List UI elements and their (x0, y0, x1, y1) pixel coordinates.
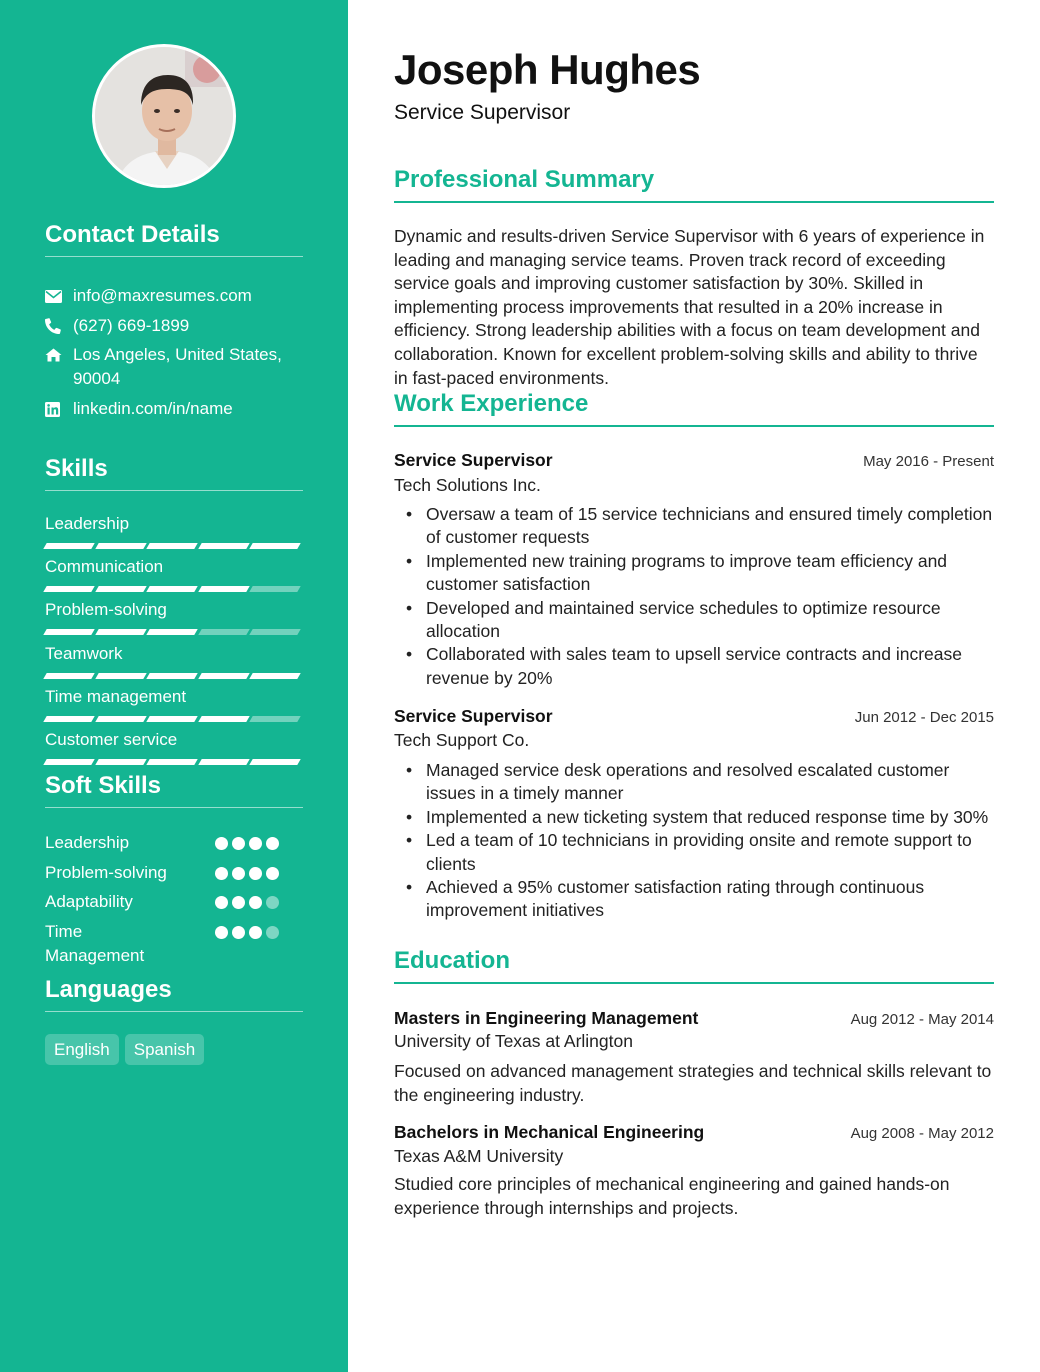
education-dates: Aug 2012 - May 2014 (850, 1011, 994, 1028)
list-item: • Implemented a new ticketing system that reduced response time by 30% (394, 806, 994, 829)
rating-dot (266, 867, 279, 880)
education-entry-header (394, 1120, 994, 1144)
list-item: • Achieved a 95% customer satisfaction rating through continuous improvement initiatives (394, 876, 994, 923)
job-title: Service Supervisor (394, 706, 553, 726)
rating-dot (232, 867, 245, 880)
rating-dot (249, 837, 262, 850)
rating-dot (232, 896, 245, 909)
skill-name: Problem-solving (45, 600, 167, 619)
rating-dot (249, 896, 262, 909)
skill-item (45, 599, 303, 635)
job-dates: May 2016 - Present (863, 453, 994, 470)
skill-level-segment (198, 629, 249, 635)
soft-skill-rating (215, 837, 283, 850)
list-item: • Collaborated with sales team to upsell service contracts and increase revenue by 20% (394, 643, 994, 690)
language-tag: English (45, 1034, 119, 1065)
job-title: Service Supervisor (394, 450, 553, 470)
profile-photo (92, 44, 236, 188)
soft-skill-name: Time Management (45, 922, 145, 965)
candidate-title: Service Supervisor (394, 101, 571, 124)
education-description: Focused on advanced management strategies and technical skills relevant to the engineering industry. (394, 1061, 992, 1105)
rating-dot (266, 837, 279, 850)
skill-level-bar (45, 586, 303, 592)
skill-name: Leadership (45, 514, 130, 533)
experience-entry-header (394, 448, 994, 472)
list-item: • Oversaw a team of 15 service technicians and ensured timely completion of customer requests (394, 503, 994, 550)
company-name: Tech Solutions Inc. (394, 475, 541, 495)
skill-level-segment (250, 759, 301, 765)
skill-level-segment (146, 673, 197, 679)
skill-level-segment (250, 673, 301, 679)
contact-address-line1: Los Angeles, United States, (73, 345, 282, 364)
linkedin-icon (45, 397, 73, 421)
contact-phone (45, 314, 303, 338)
skills-heading: Skills (45, 454, 303, 491)
contact-address-line2: 90004 (73, 369, 121, 388)
skill-level-segment (198, 759, 249, 765)
skill-level-segment (146, 759, 197, 765)
skill-level-segment (95, 716, 146, 722)
skill-level-segment (43, 673, 94, 679)
soft-skills-heading: Soft Skills (45, 771, 303, 808)
skill-level-segment (43, 759, 94, 765)
list-item: • Led a team of 10 technicians in providing onsite and remote support to clients (394, 829, 994, 876)
soft-skill-name: Leadership (45, 833, 130, 852)
skill-item (45, 556, 303, 592)
rating-dot (232, 837, 245, 850)
skill-level-segment (198, 716, 249, 722)
skill-level-segment (43, 543, 94, 549)
envelope-icon (45, 284, 73, 308)
rating-dot (266, 926, 279, 939)
soft-skill-name: Problem-solving (45, 863, 167, 882)
skill-level-segment (250, 543, 301, 549)
skill-name: Customer service (45, 730, 178, 749)
job-dates: Jun 2012 - Dec 2015 (854, 709, 994, 726)
list-item: • Managed service desk operations and resolved escalated customer issues in a timely manner (394, 759, 994, 806)
skill-level-segment (198, 586, 249, 592)
contact-email-text[interactable]: info@maxresumes.com (73, 286, 252, 305)
rating-dot (249, 867, 262, 880)
contact-linkedin-text[interactable]: linkedin.com/in/name (73, 399, 233, 418)
languages-heading: Languages (45, 975, 303, 1012)
skill-item (45, 686, 303, 722)
skill-level-segment (95, 673, 146, 679)
soft-skill-item (45, 890, 303, 914)
job-bullets (394, 503, 994, 690)
skill-level-segment (198, 543, 249, 549)
soft-skill-item (45, 861, 303, 885)
soft-skill-name: Adaptability (45, 892, 133, 911)
skill-level-segment (43, 629, 94, 635)
candidate-name: Joseph Hughes (394, 46, 701, 93)
skill-level-segment (250, 716, 301, 722)
sidebar (0, 0, 348, 1372)
contact-phone-text[interactable]: (627) 669-1899 (73, 316, 190, 335)
skill-level-bar (45, 716, 303, 722)
skill-level-segment (43, 586, 94, 592)
soft-skill-item (45, 831, 303, 855)
soft-skill-rating (215, 896, 283, 909)
rating-dot (232, 926, 245, 939)
soft-skill-item (45, 920, 303, 968)
skill-name: Time management (45, 687, 187, 706)
skill-level-segment (95, 629, 146, 635)
skill-name: Teamwork (45, 644, 123, 663)
skill-item (45, 729, 303, 765)
education-heading: Education (394, 946, 994, 984)
degree-title: Bachelors in Mechanical Engineering (394, 1122, 705, 1142)
languages-list (45, 1034, 210, 1065)
summary-heading: Professional Summary (394, 165, 994, 203)
rating-dot (249, 926, 262, 939)
education-entry-header (394, 1006, 994, 1030)
skill-name: Communication (45, 557, 164, 576)
skill-level-segment (95, 759, 146, 765)
degree-title: Masters in Engineering Management (394, 1008, 699, 1028)
summary-text: Dynamic and results-driven Service Supervisor with 6 years of experience in leading and managing service teams. Proven track record of exceeding service goals and improving customer satisfaction by 30%. Skilled in implementing process improvements that resulted in a 20% increase in efficiency. Strong leadership abilities with a focus on team development and collaboration. Known for excellent problem-solving skills and ability to thrive in fast-paced environments. (394, 226, 985, 388)
skill-level-segment (146, 586, 197, 592)
skill-item (45, 643, 303, 679)
skill-level-segment (43, 716, 94, 722)
rating-dot (215, 837, 228, 850)
job-bullets (394, 759, 994, 923)
skill-level-bar (45, 673, 303, 679)
language-tag: Spanish (125, 1034, 204, 1065)
skill-level-segment (95, 543, 146, 549)
experience-entry-header (394, 704, 994, 728)
rating-dot (266, 896, 279, 909)
contact-address (45, 343, 303, 391)
experience-heading: Work Experience (394, 389, 994, 427)
skill-level-bar (45, 759, 303, 765)
contact-email (45, 284, 303, 308)
skill-level-segment (146, 716, 197, 722)
contact-heading: Contact Details (45, 220, 303, 257)
skill-level-segment (250, 586, 301, 592)
company-name: Tech Support Co. (394, 730, 530, 750)
skill-level-segment (198, 673, 249, 679)
list-item: • Implemented new training programs to improve team efficiency and customer satisfaction (394, 550, 994, 597)
soft-skill-rating (215, 926, 283, 939)
school-name: Texas A&M University (394, 1146, 564, 1166)
soft-skill-rating (215, 867, 283, 880)
phone-icon (45, 314, 73, 338)
skill-level-segment (250, 629, 301, 635)
school-name: University of Texas at Arlington (394, 1031, 633, 1051)
rating-dot (215, 896, 228, 909)
skill-item (45, 513, 303, 549)
home-icon (45, 343, 73, 367)
rating-dot (215, 867, 228, 880)
skill-level-segment (146, 543, 197, 549)
skill-level-segment (146, 629, 197, 635)
skill-level-bar (45, 629, 303, 635)
contact-linkedin (45, 397, 303, 421)
skill-level-segment (95, 586, 146, 592)
education-description: Studied core principles of mechanical engineering and gained hands-on experience through internships and projects. (394, 1174, 950, 1218)
list-item: • Developed and maintained service schedules to optimize resource allocation (394, 597, 994, 644)
rating-dot (215, 926, 228, 939)
education-dates: Aug 2008 - May 2012 (850, 1125, 994, 1142)
skill-level-bar (45, 543, 303, 549)
